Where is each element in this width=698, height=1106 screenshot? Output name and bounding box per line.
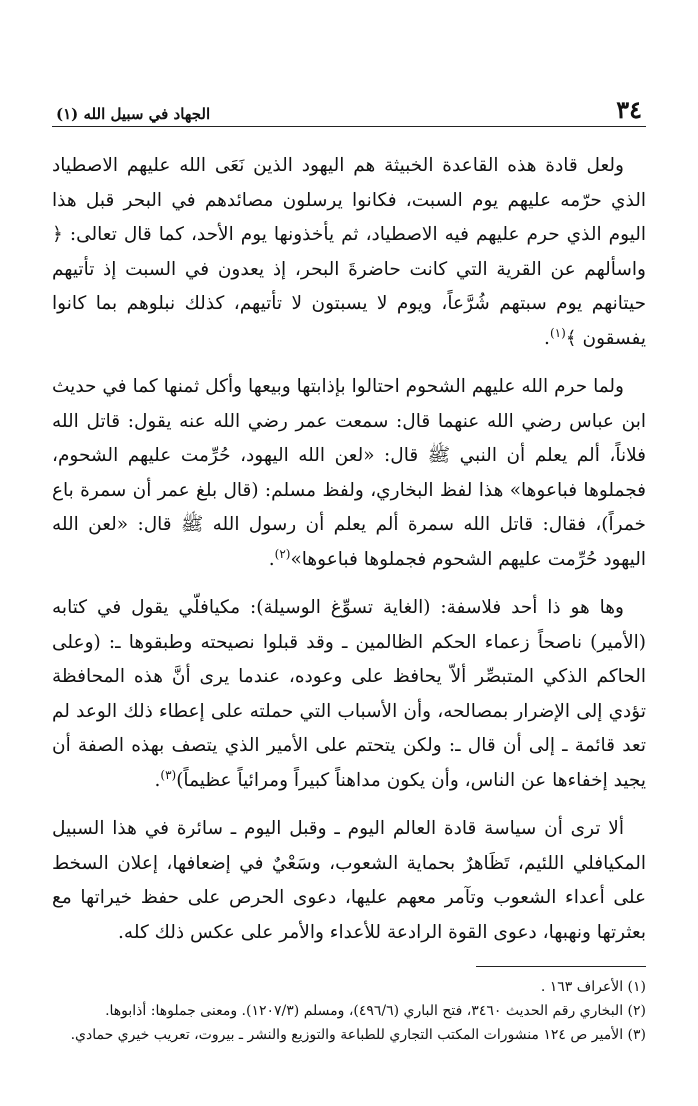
footnote-reference: (٢) — [274, 546, 291, 561]
footnote-reference: (١) — [549, 325, 566, 340]
paragraph — [52, 149, 646, 356]
footnote-divider — [476, 966, 646, 967]
footnotes — [52, 975, 646, 1047]
book-page — [52, 88, 646, 1088]
footnote: (٢) البخاري رقم الحديث ٣٤٦٠، فتح الباري (٤٩٦/٦)، ومسلم (١٢٠٧/٣). ومعنى جملوها: أذابوها. — [105, 1003, 646, 1019]
footnote-reference: (٣) — [160, 767, 177, 782]
paragraph — [52, 370, 646, 577]
page-number: ٣٤ — [616, 95, 642, 124]
paragraph-text: وها هو ذا أحد فلاسفة: (الغاية تسوِّغ الوسيلة): مكيافلّي يقول في كتابه (الأمير) ناصحاً زعماء الحكم الظالمين ـ وقد قبلوا نصيحته وطبقوها ـ: (وعلى الحاكم الذكي المتبصِّر ألاّ يحافظ على وعوده، عندما يرى أنَّ هذه المحافظة تؤدي إلى الإضرار بمصالحه، وأن الأسباب التي حملته على إعطاء ذلك الوعد لم تعد قائمة ـ إلى أن قال ـ: ولكن يتحتم على الأمير الذي يتصف بهذه الصفة أن يجيد إخفاءها عن الناس، وأن يكون مداهناً كبيراً ومرائياً عظيماً) — [52, 597, 646, 791]
paragraph — [52, 812, 646, 950]
footnote: (٣) الأمير ص ١٢٤ منشورات المكتب التجاري للطباعة والتوزيع والنشر ـ بيروت، تعريب خيري حمادي. — [70, 1027, 646, 1043]
paragraph-text: ألا ترى أن سياسة قادة العالم اليوم ـ وقبل اليوم ـ سائرة في هذا السبيل المكيافلي اللئيم، تَظَاهرٌ بحماية الشعوب، وسَعْيٌ في إضعافها، إعلان السخط على أعداء الشعوب وتآمر معهم عليها، دعوى الحرص على حفظ خيراتها مع بعثرتها ونهبها، دعوى القوة الرادعة للأعداء والأمر على عكس ذلك كله. — [52, 818, 646, 943]
paragraph-tail: . — [544, 327, 550, 349]
paragraph — [52, 591, 646, 798]
footnote: (١) الأعراف ١٦٣ . — [540, 979, 646, 995]
paragraph-tail: . — [268, 548, 275, 570]
paragraph-text: ولما حرم الله عليهم الشحوم احتالوا بإذابتها وبيعها وأكل ثمنها كما في حديث ابن عباس رضي الله عنهما قال: سمعت عمر رضي الله عنه يقول: قاتل الله فلاناً، ألم يعلم أن النبي ﷺ قال: «لعن الله اليهود، حُرِّمت عليهم الشحوم، فجملوها فباعوها» هذا لفظ البخاري، ولفظ مسلم: (قال بلغ عمر أن سمرة باع خمراً)، فقال: قاتل الله سمرة ألم يعلم أن رسول الله ﷺ قال: «لعن الله اليهود حُرِّمت عليهم الشحوم فجملوها فباعوها» — [52, 376, 646, 570]
paragraph-text: ولعل قادة هذه القاعدة الخبيثة هم اليهود الذين نَعَى الله عليهم الاصطياد الذي حرّمه عليهم يوم السبت، فكانوا يرسلون مصائدهم في البحر قبل هذا اليوم الذي حرم عليهم فيه الاصطياد، ثم يأخذونها يوم الأحد، كما قال تعالى: ﴿ واسألهم عن القرية التي كانت حاضرةَ البحر، إذ يعدون في السبت إذ تأتيهم حيتانهم يوم سبتهم شُرَّعاً، ويوم لا يسبتون لا تأتيهم، كذلك نبلوهم بما كانوا يفسقون ﴾ — [52, 155, 646, 349]
page-header — [52, 88, 646, 127]
body-text — [52, 149, 646, 950]
running-title: الجهاد في سبيل الله (١) — [56, 105, 211, 123]
paragraph-tail: . — [154, 769, 161, 791]
